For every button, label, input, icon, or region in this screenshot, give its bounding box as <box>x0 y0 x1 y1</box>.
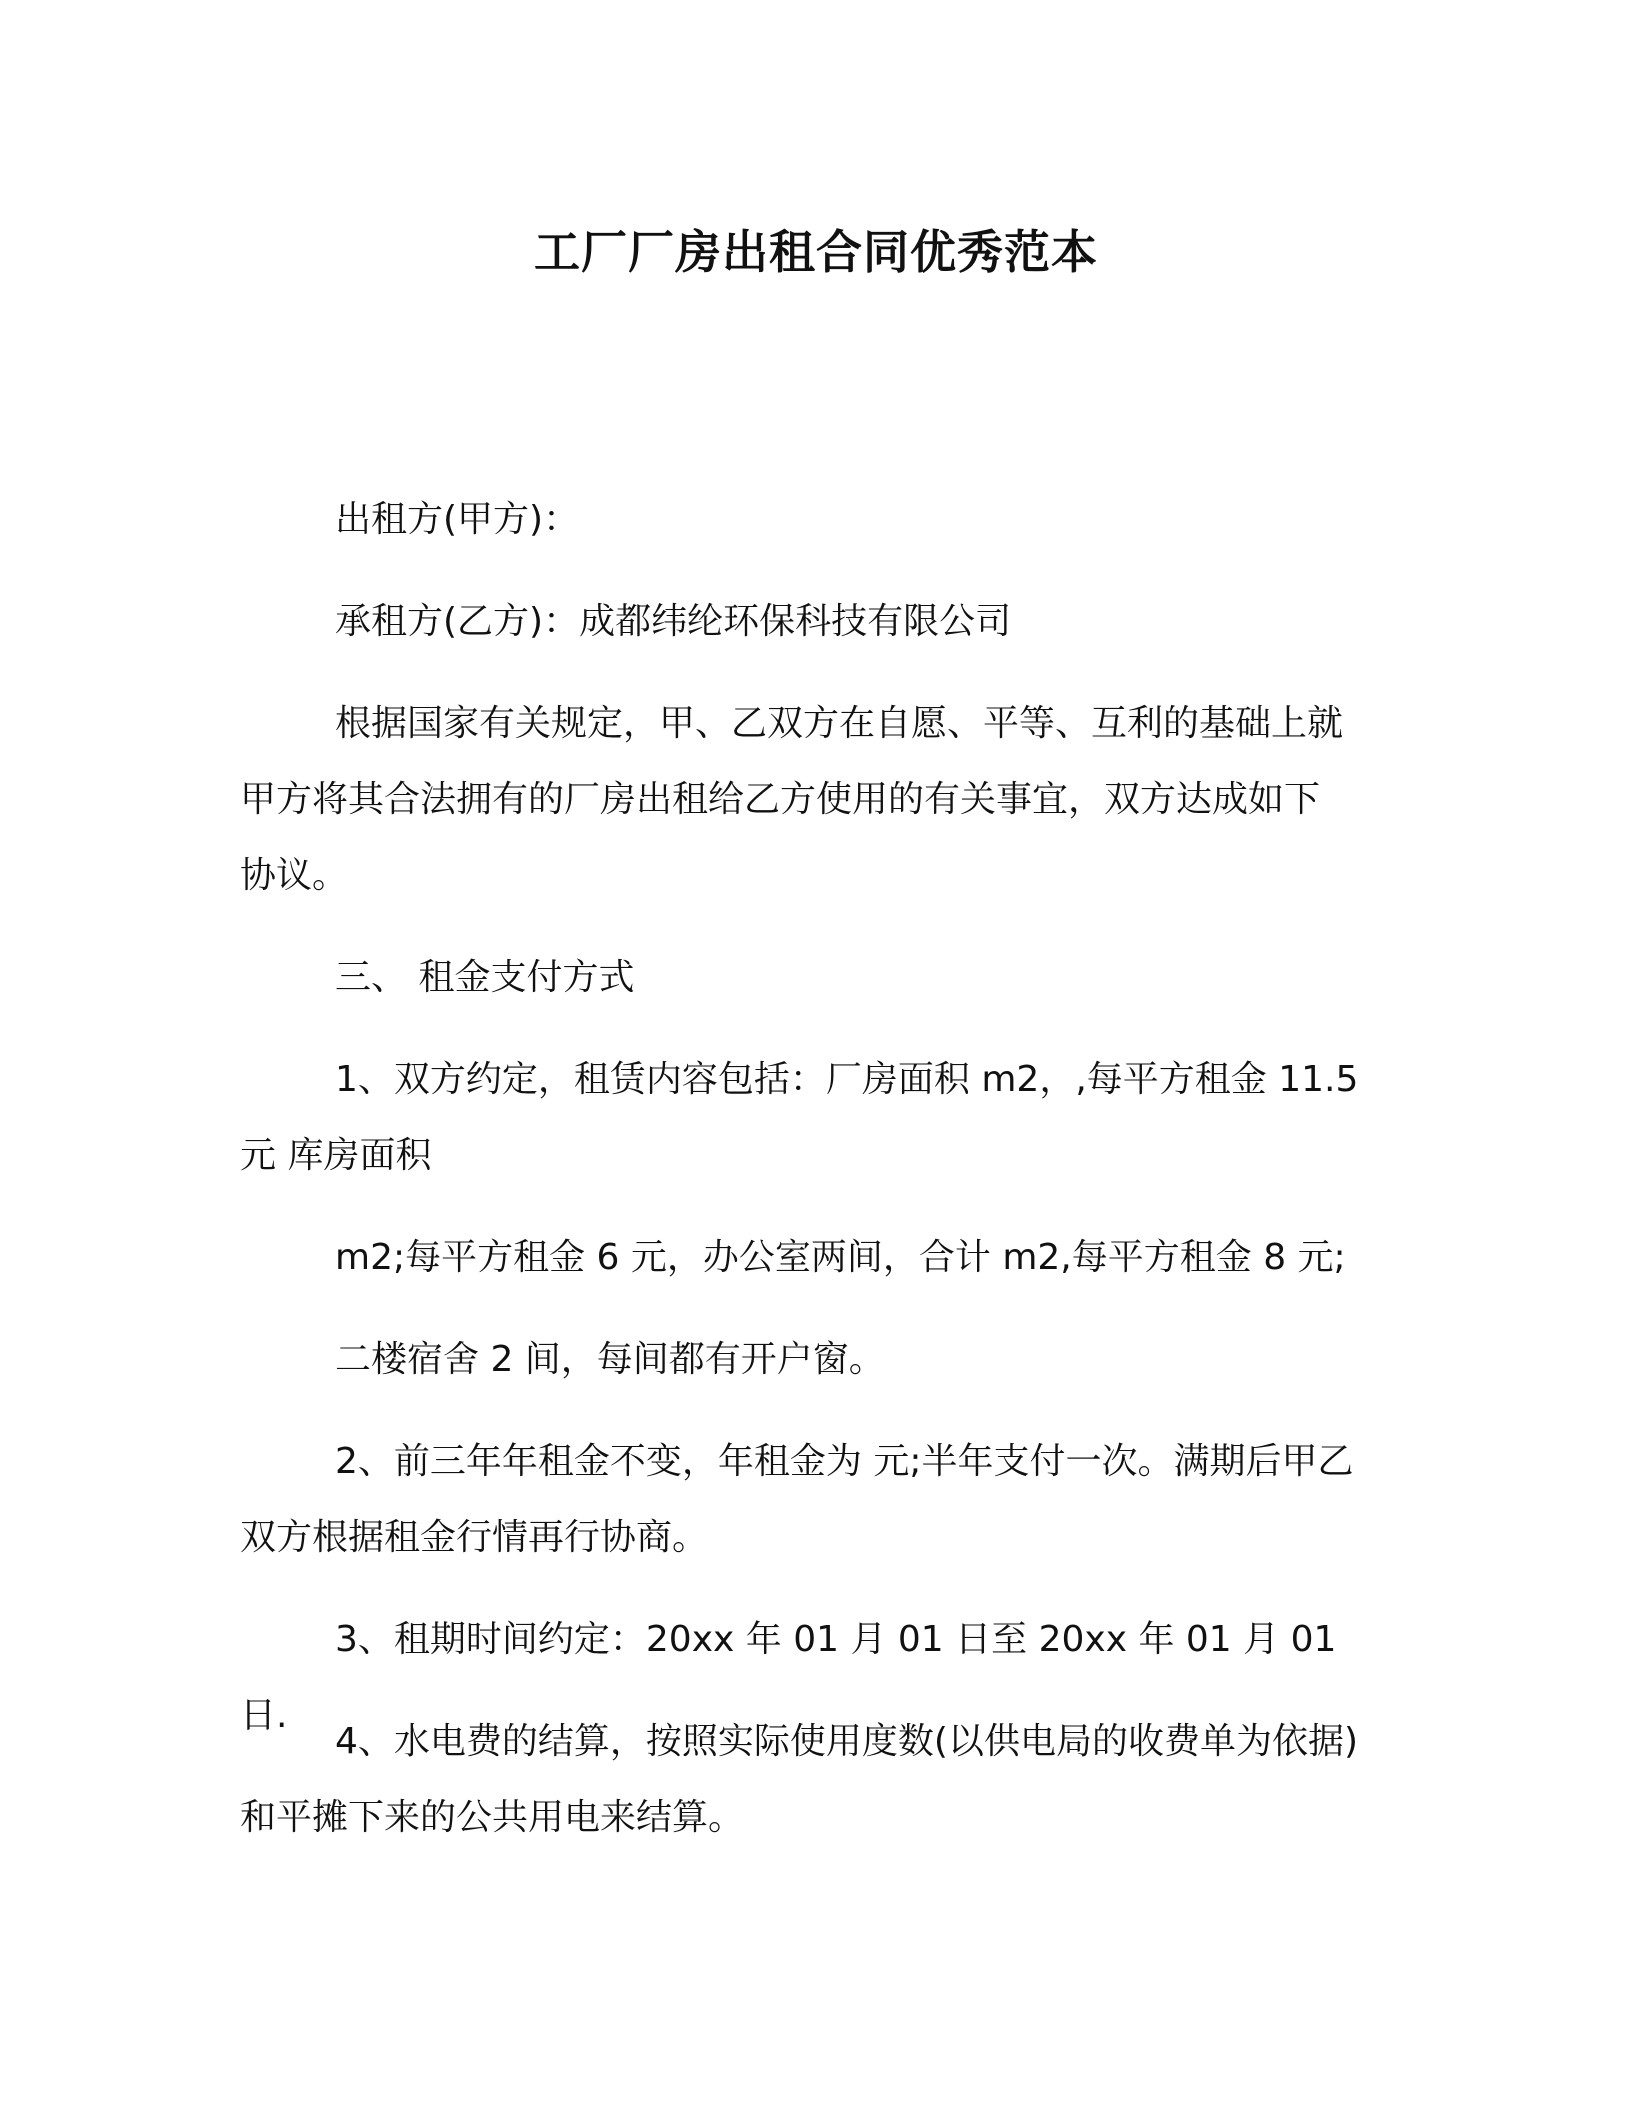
clause-4-line: 4、水电费的结算，按照实际使用度数(以供电局的收费单为依据) <box>335 1721 1358 1762</box>
clause-1-line: 元 库房面积 <box>240 1135 432 1176</box>
intro-line: 甲方将其合法拥有的厂房出租给乙方使用的有关事宜，双方达成如下 <box>240 779 1321 820</box>
lessor-line: 出租方(甲方)： <box>335 499 580 540</box>
clause-2-line: 2、前三年年租金不变，年租金为 元;半年支付一次。满期后甲乙 <box>335 1441 1354 1482</box>
clause-1-line: 1、双方约定，租赁内容包括：厂房面积 m2，,每平方租金 11.5 <box>335 1059 1359 1100</box>
intro-line: 根据国家有关规定，甲、乙双方在自愿、平等、互利的基础上就 <box>335 703 1344 744</box>
section-heading: 三、 租金支付方式 <box>335 957 635 998</box>
clause-2-line: 双方根据租金行情再行协商。 <box>240 1517 709 1558</box>
clause-1-continuation: m2;每平方租金 6 元，办公室两间，合计 m2,每平方租金 8 元; <box>335 1237 1346 1278</box>
intro-line: 协议。 <box>240 855 349 896</box>
clause-3: 3、租期时间约定：20xx 年 01 月 01 日至 20xx 年 01 月 01 日. <box>240 1619 1337 1736</box>
lessee-line: 承租方(乙方)：成都纬纶环保科技有限公司 <box>335 601 1012 642</box>
document-title: 工厂厂房出租合同优秀范本 <box>534 225 1098 279</box>
clause-1-dormitory: 二楼宿舍 2 间，每间都有开户窗。 <box>335 1339 885 1380</box>
clause-4-line: 和平摊下来的公共用电来结算。 <box>240 1797 745 1838</box>
